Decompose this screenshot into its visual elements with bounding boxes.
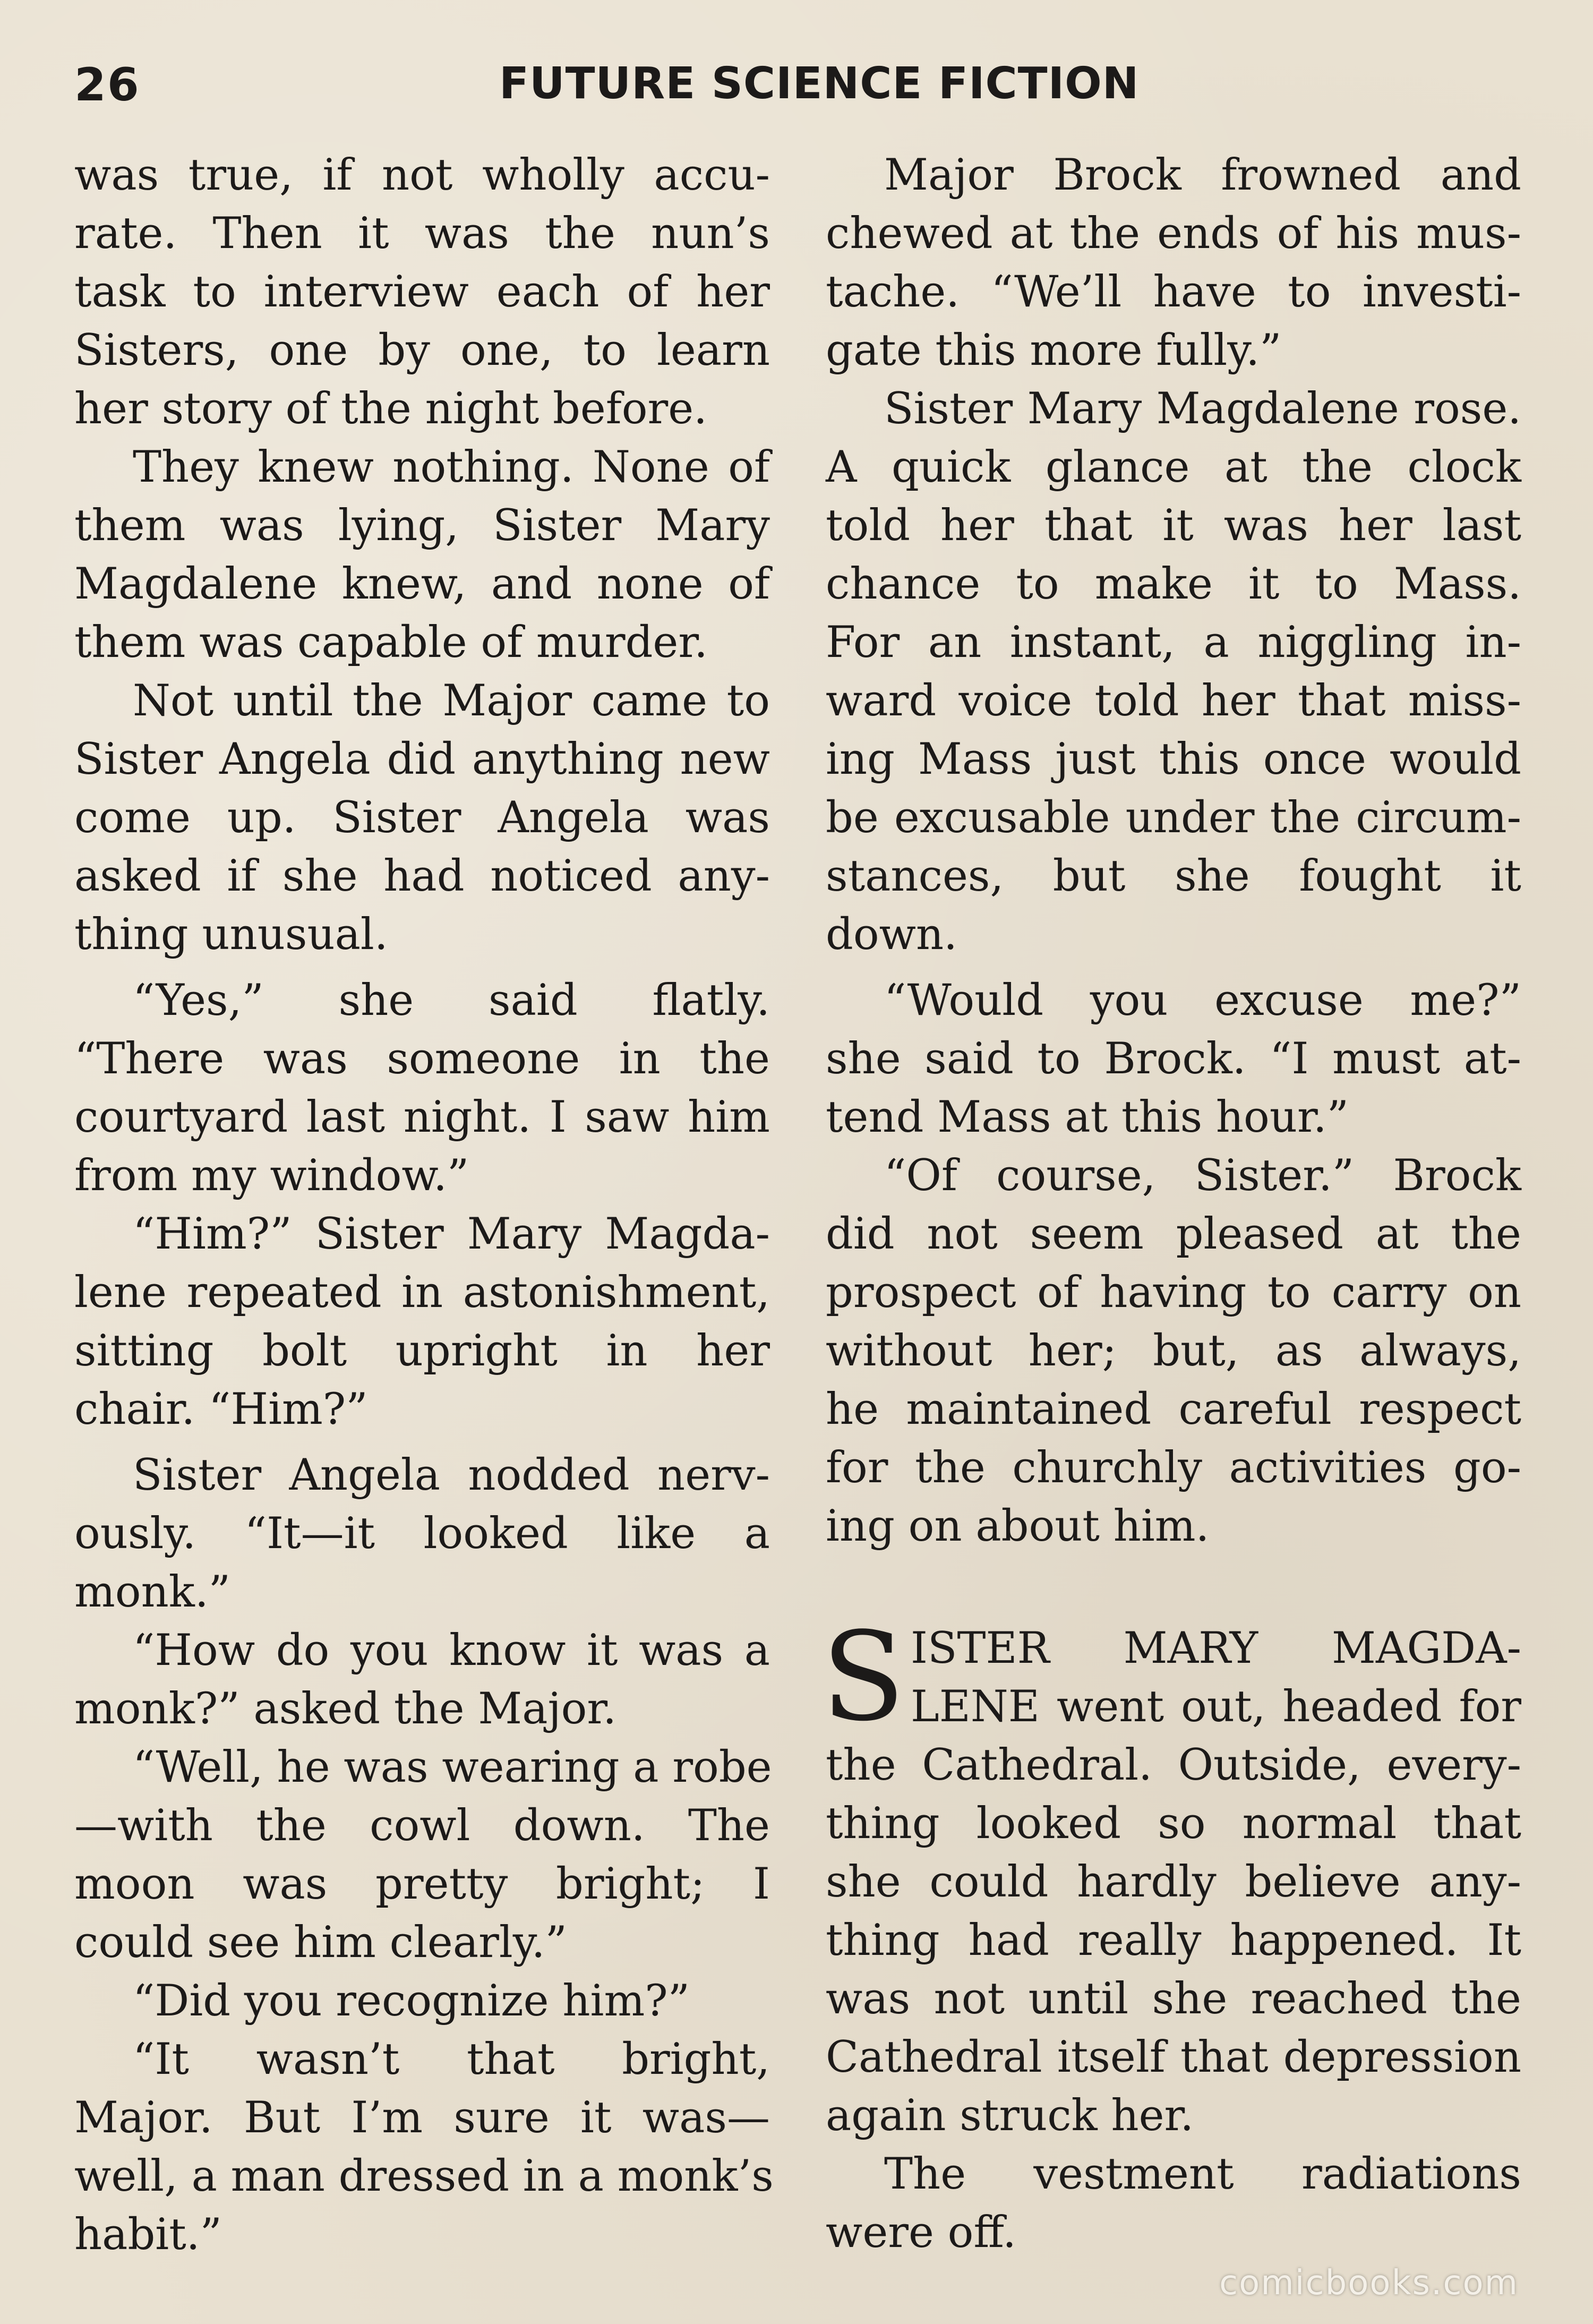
text-line: “How do you know it was a: [133, 1626, 770, 1676]
text-line: “Yes,” she said flatly.: [133, 976, 770, 1026]
text-line: sitting bolt upright in her: [74, 1326, 770, 1376]
text-line: ing Mass just this once would: [826, 734, 1521, 784]
section-break: [826, 1556, 1521, 1619]
text-line: down.: [826, 910, 957, 960]
text-line: Sisters, one by one, to learn: [74, 326, 770, 375]
text-line: “It wasn’t that bright,: [133, 2035, 770, 2084]
text-line: courtyard last night. I saw him: [74, 1092, 770, 1142]
text-line: told her that it was her last: [826, 501, 1521, 551]
text-line: stances, but she fought it: [826, 851, 1521, 901]
text-line: lene repeated in astonishment,: [74, 1268, 770, 1318]
text-line: chance to make it to Mass.: [826, 559, 1521, 609]
text-line: them was lying, Sister Mary: [74, 501, 770, 551]
text-line: They knew nothing. None of: [133, 442, 770, 492]
running-title: FUTURE SCIENCE FICTION: [499, 58, 1140, 109]
text-line: again struck her.: [826, 2091, 1194, 2141]
text-line: Sister Angela did anything new: [74, 734, 770, 784]
text-line: Not until the Major came to: [133, 676, 770, 726]
text-line: she said to Brock. “I must at-: [826, 1034, 1521, 1084]
text-line: LENE went out, headed for: [911, 1682, 1521, 1732]
text-line: thing looked so normal that: [826, 1799, 1521, 1849]
text-line: “Would you excuse me?”: [884, 976, 1521, 1026]
left-column: [74, 146, 774, 2264]
text-line: did not seem pleased at the: [826, 1209, 1521, 1259]
text-line: monk?” asked the Major.: [74, 1684, 616, 1734]
text-line: tache. “We’ll have to investi-: [826, 267, 1521, 317]
page-number: 26: [74, 58, 140, 112]
text-line: them was capable of murder.: [74, 618, 708, 668]
watermark: comicbooks.com: [1219, 2263, 1519, 2303]
text-line: ISTER MARY MAGDA-: [911, 1624, 1521, 1673]
right-column: [821, 146, 1521, 2262]
text-line: “Of course, Sister.” Brock: [884, 1151, 1521, 1201]
text-line: Major. But I’m sure it was—: [74, 2093, 770, 2143]
text-line: be excusable under the circum-: [826, 793, 1521, 843]
paragraph-gap: [74, 964, 770, 971]
text-line: Major Brock frowned and: [884, 150, 1521, 200]
text-line: tend Mass at this hour.”: [826, 1092, 1349, 1142]
text-line: Sister Angela nodded nerv-: [133, 1450, 770, 1500]
text-line: rate. Then it was the nun’s: [74, 209, 770, 259]
text-line: chewed at the ends of his mus-: [826, 209, 1521, 259]
text-line: were off.: [826, 2208, 1016, 2258]
text-line: ward voice told her that miss-: [826, 676, 1521, 726]
text-line: —with the cowl down. The: [74, 1801, 770, 1851]
text-line: asked if she had noticed any-: [74, 851, 770, 901]
drop-cap: S: [821, 1607, 905, 1748]
text-line: for the churchly activities go-: [826, 1443, 1521, 1493]
text-line: Magdalene knew, and none of: [74, 559, 770, 609]
text-line: moon was pretty bright; I: [74, 1859, 770, 1909]
text-line: monk.”: [74, 1567, 230, 1617]
text-line: task to interview each of her: [74, 267, 770, 317]
text-line: without her; but, as always,: [826, 1326, 1521, 1376]
text-line: come up. Sister Angela was: [74, 793, 770, 843]
text-line: well, a man dressed in a monk’s: [74, 2151, 774, 2201]
text-line: “Him?” Sister Mary Magda-: [133, 1209, 770, 1259]
text-line: prospect of having to carry on: [826, 1268, 1521, 1318]
text-line: “Well, he was wearing a robe: [133, 1742, 772, 1792]
text-line: The vestment radiations: [884, 2149, 1521, 2199]
text-line: thing had really happened. It: [826, 1916, 1521, 1966]
text-line: gate this more fully.”: [826, 326, 1282, 375]
text-line: ing on about him.: [826, 1501, 1210, 1551]
text-line: from my window.”: [74, 1151, 469, 1201]
text-line: was true, if not wholly accu-: [74, 150, 770, 200]
text-line: Cathedral itself that depression: [826, 2032, 1521, 2082]
paragraph-gap: [826, 964, 1521, 971]
text-line: her story of the night before.: [74, 384, 707, 434]
text-line: “Did you recognize him?”: [133, 1976, 690, 2026]
text-line: A quick glance at the clock: [826, 442, 1521, 492]
text-line: could see him clearly.”: [74, 1918, 567, 1968]
text-line: chair. “Him?”: [74, 1385, 368, 1434]
text-line: was not until she reached the: [826, 1974, 1521, 2024]
text-line: thing unusual.: [74, 910, 388, 960]
page-header: [74, 58, 1519, 122]
paragraph-gap: [74, 1439, 770, 1446]
text-line: ously. “It—it looked like a: [74, 1509, 770, 1559]
text-line: Sister Mary Magdalene rose.: [884, 384, 1521, 434]
text-line: he maintained careful respect: [826, 1385, 1521, 1434]
text-line: For an instant, a niggling in-: [826, 618, 1521, 668]
text-line: she could hardly believe any-: [826, 1857, 1521, 1907]
text-line: “There was someone in the: [74, 1034, 770, 1084]
text-line: habit.”: [74, 2210, 222, 2260]
text-line: the Cathedral. Outside, every-: [826, 1740, 1521, 1790]
